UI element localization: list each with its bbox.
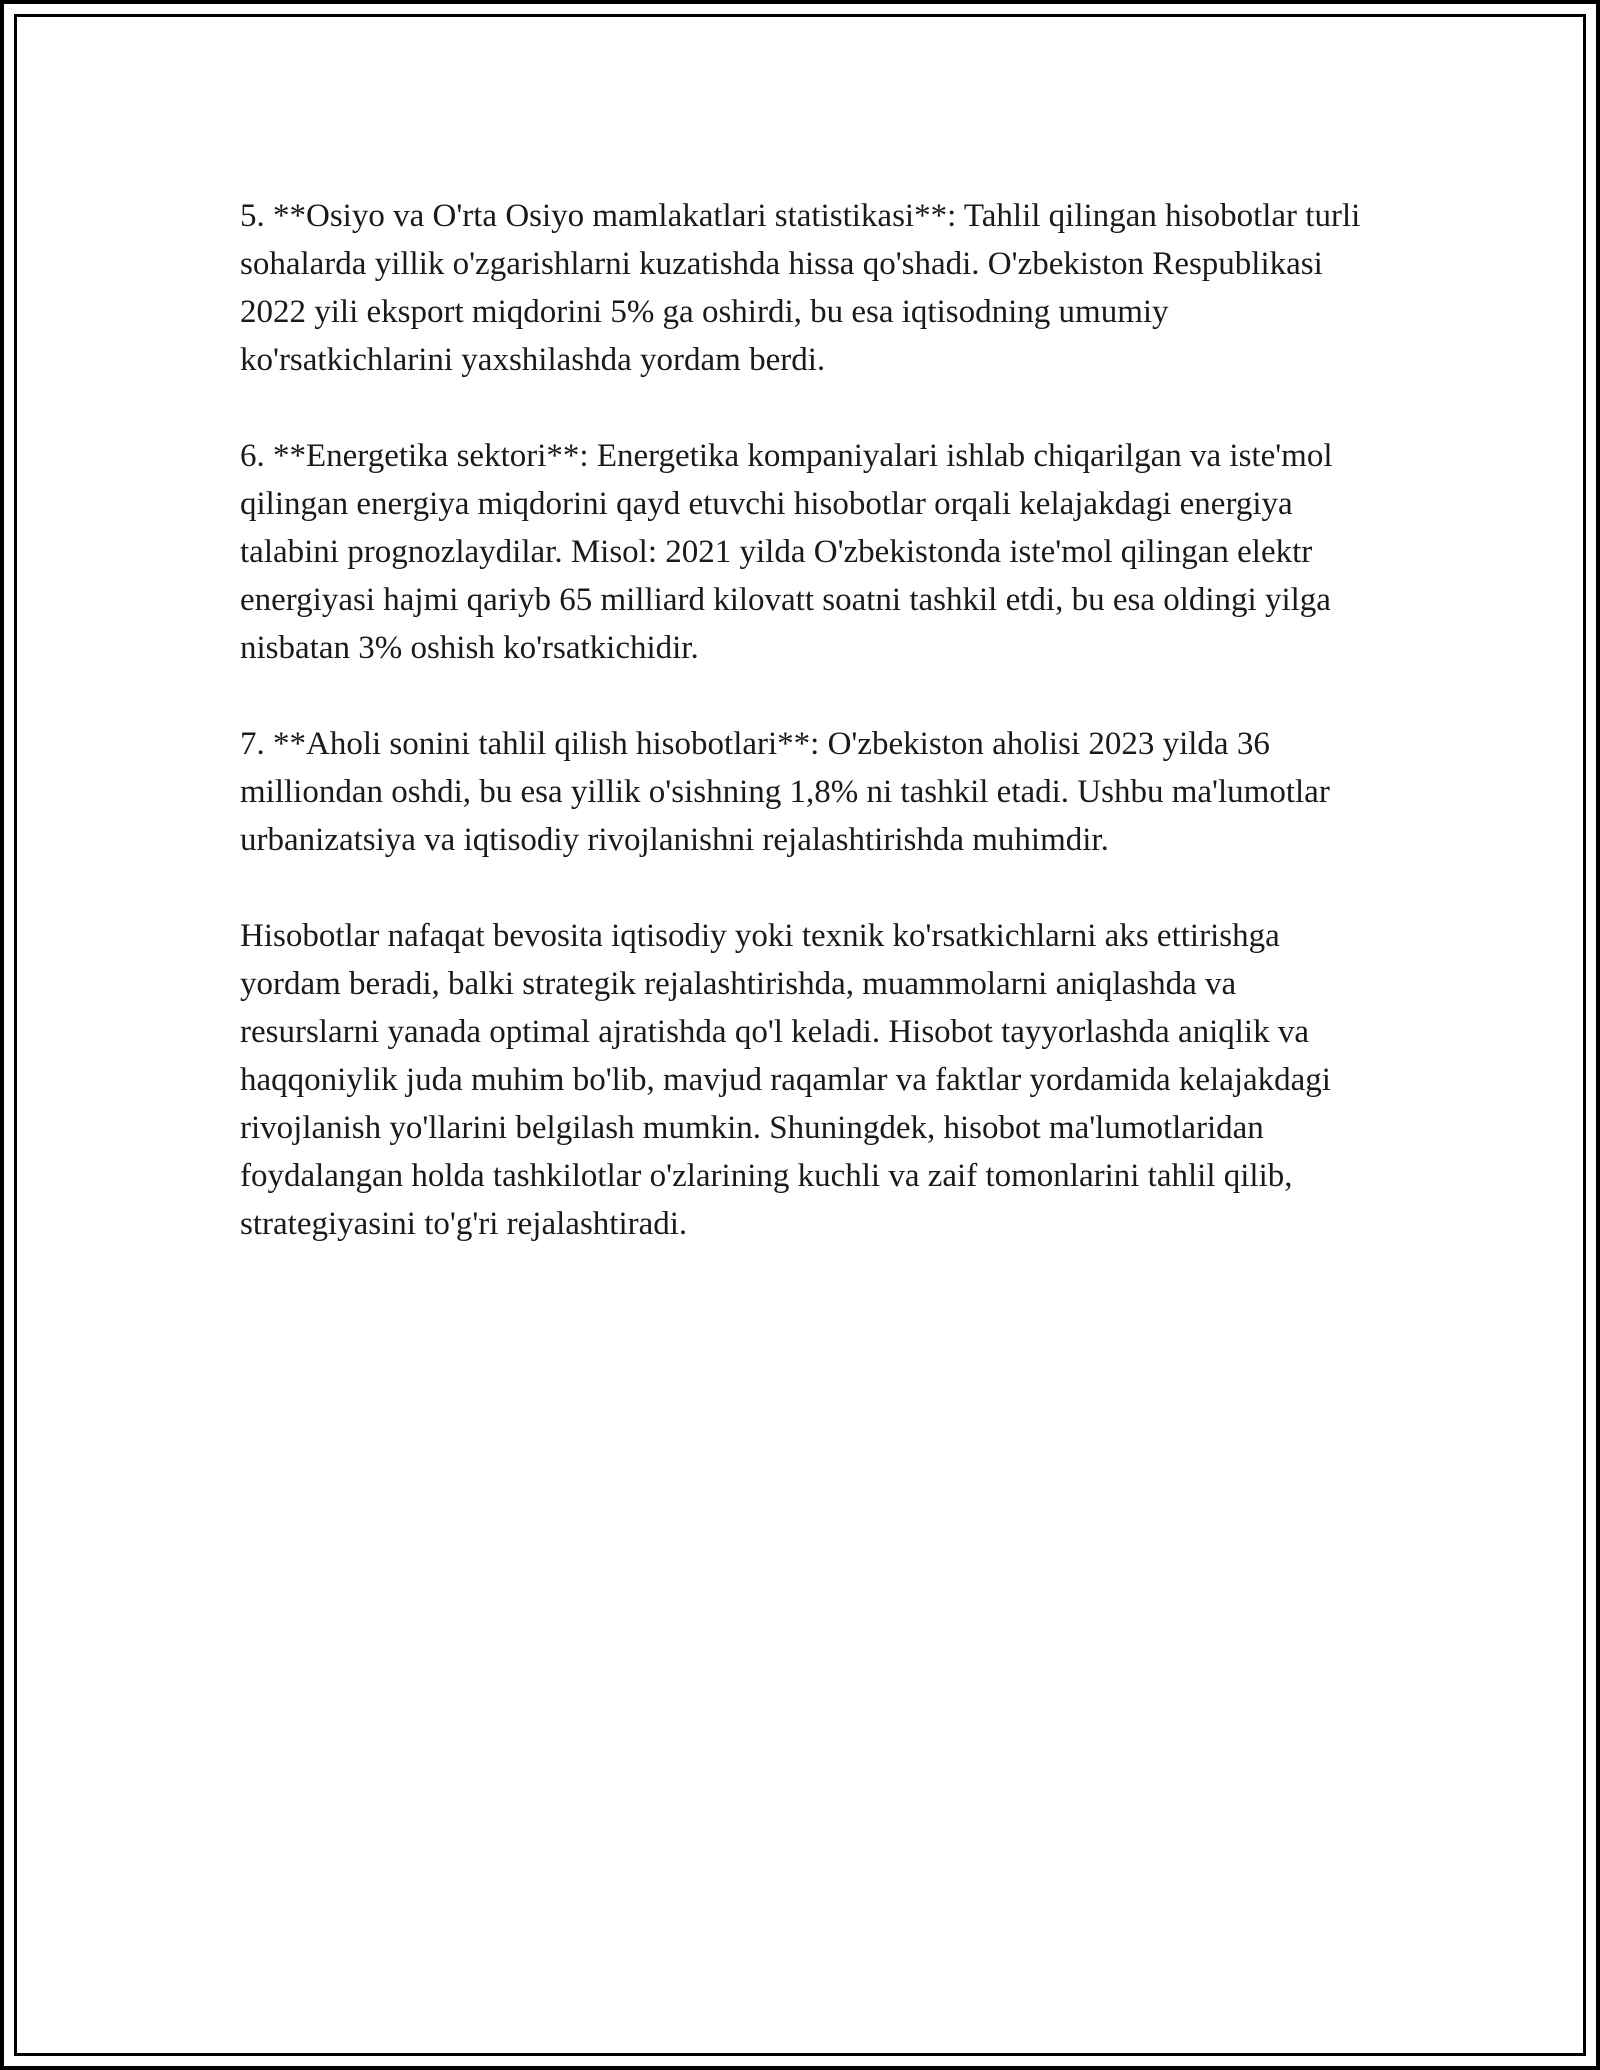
paragraph-population-reports: 7. **Aholi sonini tahlil qilish hisobotlari**: O'zbekiston aholisi 2023 yilda 36 milliondan oshdi, bu esa yillik o'sishning 1,8% ni tashkil etadi. Ushbu ma'lumotlar urbanizatsiya va iqtisodiy rivojlanishni rejalashtirishda muhimdir.: [240, 726, 1330, 858]
paragraph-conclusion: Hisobotlar nafaqat bevosita iqtisodiy yoki texnik ko'rsatkichlarni aks ettirishga yordam beradi, balki strategik rejalashtirishda, muammolarni aniqlashda va resurslarni yanada optimal ajratishda qo'l keladi. Hisobot tayyorlashda aniqlik va haqqoniylik juda muhim bo'lib, mavjud raqamlar va faktlar yordamida kelajakdagi rivojlanish yo'llarini belgilash mumkin. Shuningdek, hisobot ma'lumotlaridan foydalangan holda tashkilotlar o'zlarining kuchli va zaif tomonlarini tahlil qilib, strategiyasini to'g'ri rejalashtiradi.: [240, 918, 1331, 1242]
document-body: [240, 192, 1370, 1296]
paragraph-uzbek-asia-statistics: 5. **Osiyo va O'rta Osiyo mamlakatlari statistikasi**: Tahlil qilingan hisobotlar turli sohalarda yillik o'zgarishlarni kuzatishda hissa qo'shadi. O'zbekiston Respublikasi 2022 yili eksport miqdorini 5% ga oshirdi, bu esa iqtisodning umumiy ko'rsatkichlarini yaxshilashda yordam berdi.: [240, 198, 1361, 378]
paragraph-energy-sector: 6. **Energetika sektori**: Energetika kompaniyalari ishlab chiqarilgan va iste'mol qilingan energiya miqdorini qayd etuvchi hisobotlar orqali kelajakdagi energiya talabini prognozlaydilar. Misol: 2021 yilda O'zbekistonda iste'mol qilingan elektr energiyasi hajmi qariyb 65 milliard kilovatt soatni tashkil etdi, bu esa oldingi yilga nisbatan 3% oshish ko'rsatkichidir.: [240, 438, 1333, 666]
